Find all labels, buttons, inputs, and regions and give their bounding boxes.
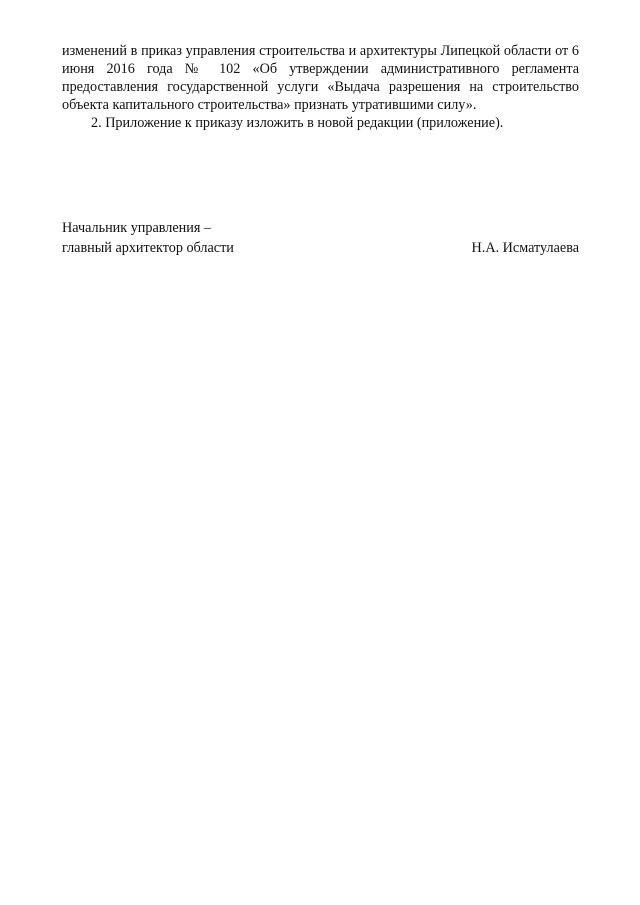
signature-block [62, 218, 579, 258]
signatory-position-line-2: главный архитектор области [62, 240, 234, 256]
signature-row [62, 238, 579, 258]
signatory-name: Н.А. Исматулаева [471, 240, 579, 256]
signatory-position-line-1: Начальник управления – [62, 220, 212, 236]
document-body [62, 42, 579, 132]
paragraph-item-2: 2. Приложение к приказу изложить в новой редакции (приложение). [91, 115, 504, 131]
paragraph-continuation: изменений в приказ управления строительства и архитектуры Липецкой области от 6 июня 2016 года № 102 «Об утверждении административного регламента предоставления государственной услуги «Выдача разрешения на строительство объекта капитального строительства» признать утратившими силу». [62, 43, 579, 113]
